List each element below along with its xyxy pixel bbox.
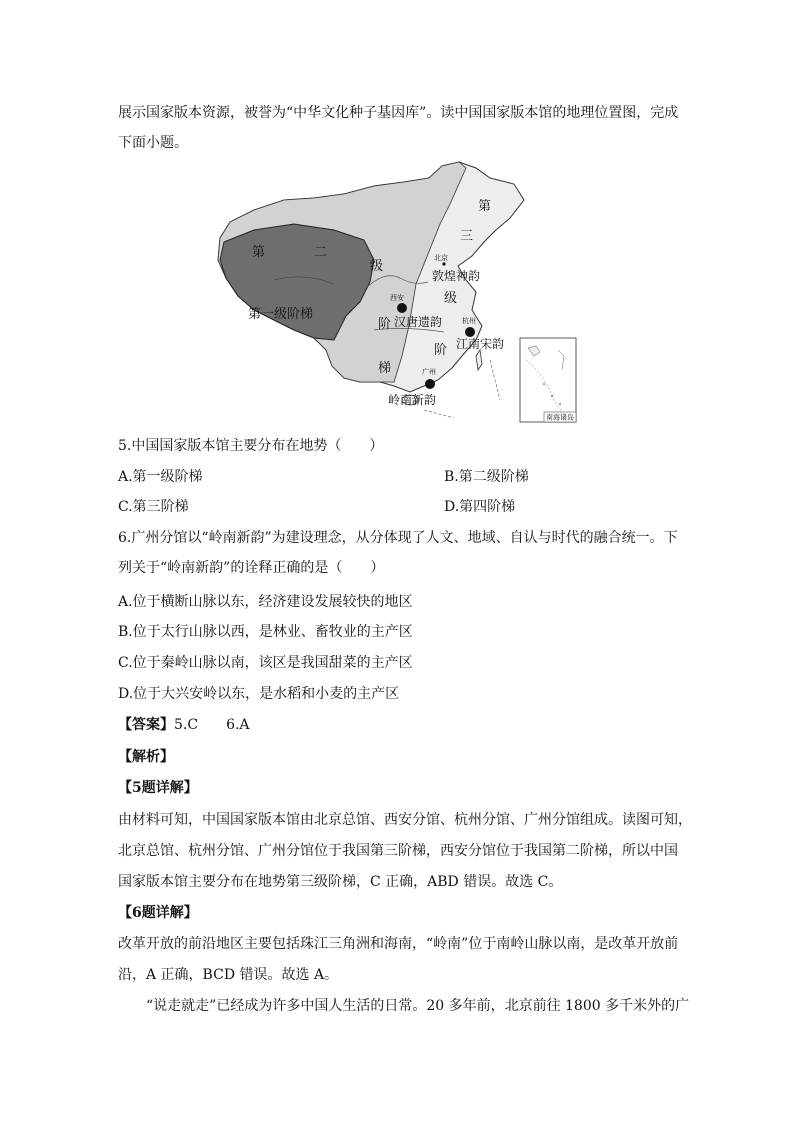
beijing-branch-name: 敦煌神韵 xyxy=(432,269,481,283)
step3-char-4: 阶 xyxy=(434,343,448,358)
analysis-label: 【解析】 xyxy=(118,749,174,765)
south-china-sea-inset xyxy=(520,338,576,422)
beijing-label: 北京 xyxy=(434,254,448,262)
step1-label: 第一级阶梯 xyxy=(248,307,314,322)
step3-char-2: 三 xyxy=(460,229,474,244)
q6-option-a: A.位于横断山脉以东，经济建设发展较快的地区 xyxy=(118,594,413,610)
q5-option-a: A.第一级阶梯 xyxy=(118,469,203,485)
detail5-line-1: 由材料可知，中国国家版本馆由北京总馆、西安分馆、杭州分馆、广州分馆组成。读图可知， xyxy=(118,812,692,828)
q5-option-c: C.第三阶梯 xyxy=(118,499,189,515)
q6-option-b: B.位于太行山脉以西，是林业、畜牧业的主产区 xyxy=(118,624,413,640)
step2-char-4: 阶 xyxy=(378,317,392,332)
hangzhou-branch-name: 江南宋韵 xyxy=(456,337,505,351)
beijing-marker xyxy=(442,262,445,265)
step2-char-3: 级 xyxy=(370,259,384,274)
answer-line xyxy=(118,715,250,735)
hangzhou-label: 杭州 xyxy=(462,317,476,325)
china-terrain-map xyxy=(214,160,586,425)
guangzhou-label: 广州 xyxy=(422,368,436,376)
q6-stem-line-2: 列关于“岭南新韵”的诠释正确的是（ ） xyxy=(118,560,385,576)
detail6-label: 【6题详解】 xyxy=(118,905,198,921)
q5-option-d: D.第四阶梯 xyxy=(444,499,516,515)
intro-line-2: 下面小题。 xyxy=(118,135,188,151)
detail5-line-2: 北京总馆、杭州分馆、广州分馆位于我国第三阶梯，西安分馆位于我国第二阶梯，所以中国 xyxy=(118,843,678,859)
step3-char-1: 第 xyxy=(478,199,492,214)
detail6-line-1: 改革开放的前沿地区主要包括珠江三角洲和海南，“岭南”位于南岭山脉以南，是改革开放前 xyxy=(118,936,679,952)
answer-label: 【答案】 xyxy=(118,717,174,733)
hangzhou-marker xyxy=(465,327,475,337)
xian-marker xyxy=(397,303,407,313)
q6-option-d: D.位于大兴安岭以东，是水稻和小麦的主产区 xyxy=(118,686,400,702)
intro-line-1: 展示国家版本资源，被誉为“中华文化种子基因库”。读中国国家版本馆的地理位置图，完成 xyxy=(118,105,679,121)
answer-value: 5.C 6.A xyxy=(174,717,250,733)
guangzhou-marker xyxy=(425,379,435,389)
step2-char-2: 二 xyxy=(314,245,328,260)
q6-stem-line-1: 6.广州分馆以“岭南新韵”为建设理念，从分体现了人文、地域、自认与时代的融合统一。下 xyxy=(118,530,678,546)
q5-stem: 5.中国国家版本馆主要分布在地势（ ） xyxy=(118,438,384,454)
step3-char-3: 级 xyxy=(444,291,458,306)
q5-option-b: B.第二级阶梯 xyxy=(444,469,529,485)
inset-label: 南海诸岛 xyxy=(546,413,574,422)
detail6-line-2: 沿，A 正确，BCD 错误。故选 A。 xyxy=(118,967,339,983)
detail5-label: 【5题详解】 xyxy=(118,780,198,796)
next-passage-line-1: “说走就走”已经成为许多中国人生活的日常。20 多年前，北京前往 1800 多千米外的广 xyxy=(146,998,690,1014)
q6-option-c: C.位于秦岭山脉以南，该区是我国甜菜的主产区 xyxy=(118,655,413,671)
step2-char-5: 梯 xyxy=(378,361,392,376)
detail5-line-3: 国家版本馆主要分布在地势第三级阶梯，C 正确，ABD 错误。故选 C。 xyxy=(118,874,563,890)
step2-char-1: 第 xyxy=(252,245,266,260)
xian-branch-name: 汉唐遗韵 xyxy=(394,315,443,329)
guangzhou-branch-name: 岭南新韵 xyxy=(388,393,437,407)
xian-label: 西安 xyxy=(390,294,404,302)
